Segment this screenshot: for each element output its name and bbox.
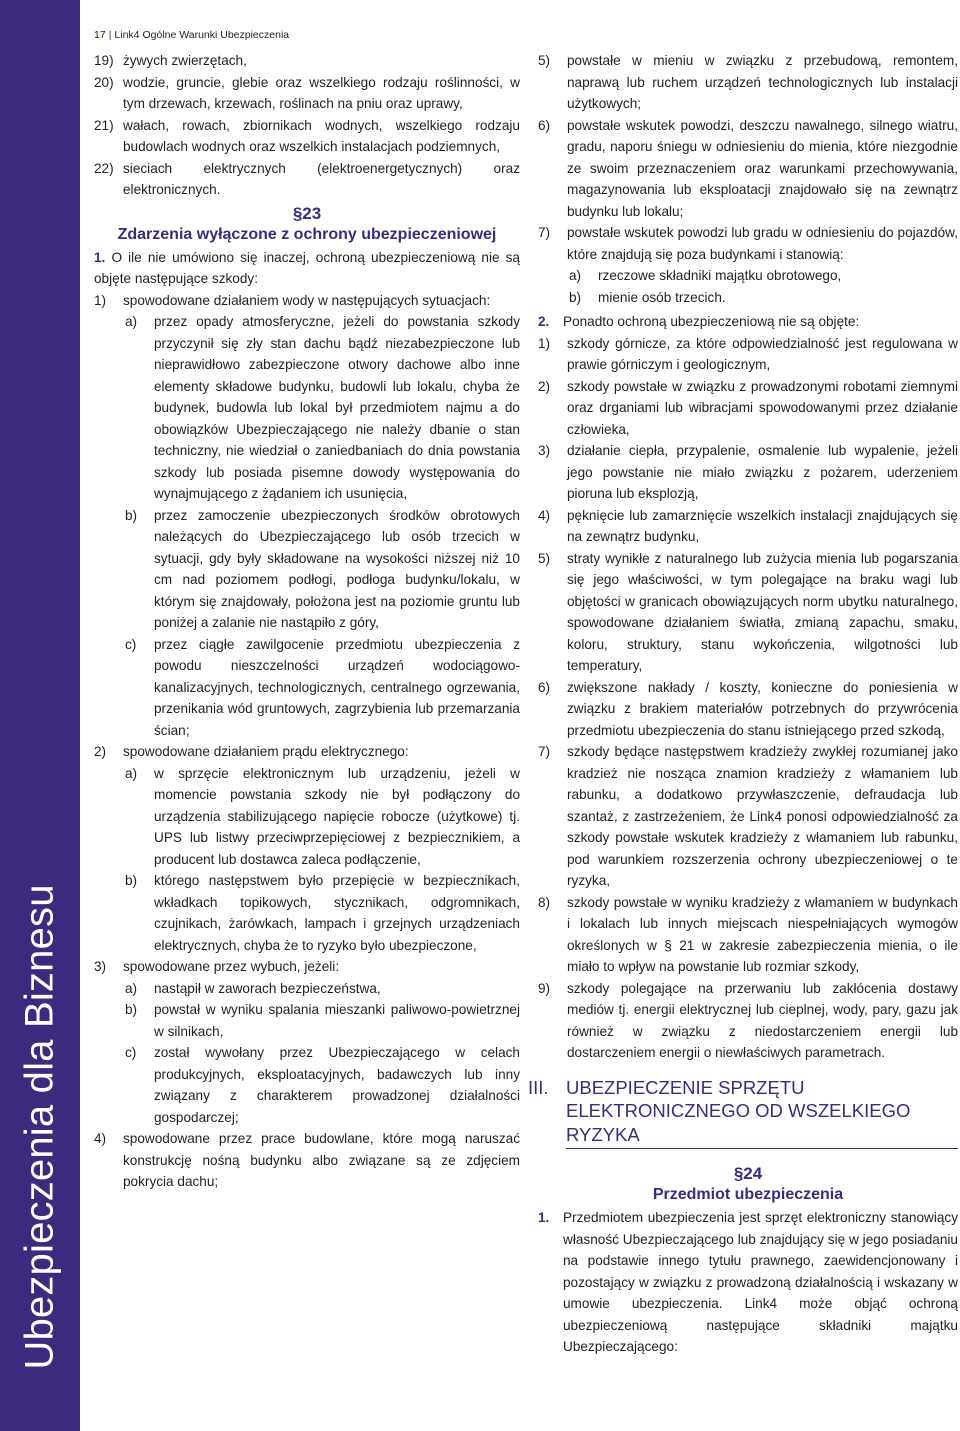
list-item [538,741,958,892]
item-number: 4) [94,1131,107,1146]
section-title: Przedmiot ubezpieczenia [652,1186,844,1203]
page-number: 17 [94,29,106,41]
item-number: b) [125,1002,138,1017]
list-item [94,956,520,978]
item-text: szkody powstałe w wyniku kradzieży z włamaniem w budynkach i lokalach lub innych miejscach niespełniających wymogów określonych w § 21 w zakresie zabezpieczenia mienia, o ile miało to wpływ na powstanie lub rozmiar szkody, [567,894,958,974]
item-text: powstałe w mieniu w związku z przebudową, remontem, naprawą lub ruchem urządzeń technologicznych lub instalacji użytkowych; [567,53,958,111]
header-separator: | [108,29,112,41]
left-column [94,50,520,1193]
list-item [538,50,958,115]
item-text: szkody powstałe w związku z prowadzonymi robotami ziemnymi oraz drganiami lub wibracjami spowodowanymi przez działanie człowieka, [567,378,958,437]
item-text: powstał w wyniku spalania mieszanki paliwowo-powietrznej w silnikach, [154,1002,520,1039]
item-text: przez ciągłe zawilgocenie przedmiotu ubezpieczenia z powodu nieszczelności urządzeń wodociągowo-kanalizacyjnych, technologicznych, centralnego ogrzewania, przenikania wód gruntowych, zagrzybienia lub przemarzania ścian; [154,636,520,738]
list-item [538,978,958,1064]
sidebar-band [0,0,80,1431]
item-text: rzeczowe składniki majątku obrotowego, [598,268,842,283]
item-text: szkody górnicze, za które odpowiedzialność jest regulowana w prawie górniczym i geologicznym, [567,335,958,372]
item-number: c) [125,636,137,652]
exclusion-list-continued [538,50,958,308]
item-text: żywych zwierzętach, [123,53,247,68]
list-item [94,290,520,312]
item-text: spowodowane przez prace budowlane, które mogą naruszać konstrukcję nośną budynku albo związane są ze zdjęciem pokrycia dachu; [123,1131,520,1189]
item-number: 2) [94,744,107,759]
paragraph-text: O ile nie umówiono się inaczej, ochroną ubezpieczeniową nie są objęte następujące szkody: [94,249,520,286]
part-heading [528,1076,958,1150]
item-text: szkody polegające na przerwaniu lub zakłócenia dostawy mediów tj. energii elektrycznej lub cieplnej, wody, pary, gazu jak również w związku z niedostarczeniem energii lub dostarczeniem energii o niewłaściwych parametrach. [567,980,958,1060]
item-number: 1) [94,292,107,308]
item-number: 5) [538,550,551,566]
list-item [538,677,958,742]
item-number: 2) [538,378,551,394]
running-header [94,29,289,41]
item-number: 4) [538,507,551,523]
section-title: Zdarzenia wyłączone z ochrony ubezpieczeniowej [117,225,497,243]
list-item [538,115,958,223]
item-number: 7) [538,744,551,759]
item-number: 21) [94,117,114,133]
section-heading [94,203,520,245]
item-text: spowodowane działaniem prądu elektrycznego: [123,744,409,759]
item-number: b) [125,873,138,888]
sub-list-item [94,999,520,1042]
list-item [94,1128,520,1193]
item-text: pęknięcie lub zamarznięcie wszelkich instalacji znajdujących się na zewnątrz budynku, [567,507,958,544]
sidebar-title: Ubezpieczenia dla Biznesu [17,884,62,1370]
item-text: spowodowane przez wybuch, jeżeli: [123,959,340,974]
part-divider [566,1148,958,1149]
list-item [538,222,958,265]
list-item [538,333,958,376]
sub-list-item [94,978,520,1000]
item-text: nastąpił w zaworach bezpieczeństwa, [154,980,381,996]
item-number: 5) [538,53,551,68]
item-number: 19) [94,53,114,68]
sub-list-item [94,763,520,871]
item-number: 20) [94,74,114,90]
item-number: a) [125,314,138,329]
item-number: 6) [538,117,551,133]
section-symbol: §23 [292,203,322,223]
sub-list-item [538,265,958,287]
list-item [94,115,520,158]
sub-list-item [94,505,520,634]
item-text: spowodowane działaniem wody w następujących sytuacjach: [123,292,491,308]
section-heading [538,1163,958,1205]
item-number: 8) [538,894,551,910]
item-number: a) [569,268,582,283]
list-item [94,158,520,201]
sub-list-item [538,287,958,309]
list-item [94,72,520,115]
item-text: wałach, rowach, zbiornikach wodnych, wszelkiego rodzaju budowlach wodnych oraz wszelkich instalacjach podziemnych, [123,117,520,154]
item-number: a) [125,980,138,996]
item-text: zwiększone nakłady / koszty, konieczne do poniesienia w związku z brakiem materiałów potrzebnych do przywrócenia przedmiotu ubezpieczenia do stanu istniejącego przed szkodą, [567,679,958,738]
item-number: b) [125,507,138,523]
part-number: III. [528,1076,549,1098]
item-text: sieciach elektrycznych (elektroenergetycznych) oraz elektronicznych. [123,160,520,197]
paragraph-text: Ponadto ochroną ubezpieczeniową nie są objęte: [563,314,860,329]
item-text: którego następstwem było przepięcie w bezpiecznikach, wkładkach topikowych, stycznikach, odgromnikach, czujnikach, żarówkach, lampach i grzejnych urządzeniach elektrycznych, chyba że to ryzyko było ubezpieczone, [154,873,520,953]
item-text: powstałe wskutek powodzi lub gradu w odniesieniu do pojazdów, które znajdują się poza budynkami i stanowią: [567,225,958,262]
additional-exclusion-list [538,333,958,1064]
item-number: a) [125,765,138,781]
list-item [538,892,958,978]
item-number: 22) [94,160,114,176]
item-text: straty wynikłe z naturalnego lub zużycia mienia lub pogarszania się jego właściwości, w tym polegające na braku wagi lub objętości w granicach obowiązujących norm ubytku naturalnego, spowodowane działaniem światła, zmianą zapachu, smaku, koloru, struktury, stanu wykończenia, wilgotności lub temperatury, [567,550,958,673]
item-text: powstałe wskutek powodzi, deszczu nawalnego, silnego wiatru, gradu, naporu śniegu w odniesieniu do mienia, które niezgodnie ze swoim przeznaczeniem oraz warunkami przechowywania, magazynowania lub eksploatacji znajdowało się na zewnątrz budynku lub lokalu; [567,117,958,219]
paragraph-text: Przedmiotem ubezpieczenia jest sprzęt elektroniczny stanowiący własność Ubezpieczającego lub znajdujący się w jego posiadaniu na podstawie innego tytułu prawnego, zaewidencjonowany i pozostający w związku z prowadzoną działalnością i wskazany w umowie ubezpieczenia. Link4 może objąć ochroną ubezpieczeniową następujące składniki majątku Ubezpieczającego: [563,1210,958,1354]
item-text: został wywołany przez Ubezpieczającego w celach produkcyjnych, eksploatacyjnych, badawczych lub inny związany z charakterem prowadzonej działalności gospodarczej; [154,1045,520,1125]
item-text: mienie osób trzecich. [598,289,726,305]
header-title: Link4 Ogólne Warunki Ubezpieczenia [114,29,290,41]
sub-list-item [94,634,520,742]
item-number: 9) [538,980,551,996]
paragraph [94,247,520,290]
paragraph [538,311,958,333]
item-number: 7) [538,225,551,240]
item-number: 6) [538,679,551,695]
item-number: c) [125,1045,137,1060]
item-text: działanie ciepła, przypalenie, osmalenie lub wypalenie, jeżeli jego powstanie nie miało związku z pożarem, uderzeniem pioruna lub eksplozją, [567,443,958,501]
item-number: b) [569,289,582,305]
item-text: przez opady atmosferyczne, jeżeli do powstania szkody przyczynił się zły stan dachu bądź niezabezpieczone lub nieprawidłowo zabezpieczone otwory dachowe albo inne elementy składowe budynku, budowli lub lokalu, chyba że budynek, budowla lub lokal był przedmiotem najmu a do obowiązków Ubezpieczającego nie należy dbanie o stan techniczny, nie wiedział o zaniedbaniach do dnia powstania szkody lub posiada pisemne dowody występowania do wynajmującego z żądaniem ich usunięcia, [154,314,520,501]
sub-list-item [94,1042,520,1128]
item-text: wodzie, gruncie, glebie oraz wszelkiego rodzaju roślinności, w tym drzewach, krzewach, roślinach na pniu oraz uprawy, [123,74,520,111]
paragraph-number: 1. [538,1210,550,1225]
sub-list-item [94,870,520,956]
item-number: 1) [538,335,551,351]
right-column [528,50,958,1358]
paragraph-number: 2. [538,314,550,329]
paragraph-number: 1. [94,249,106,265]
list-item [538,548,958,677]
list-item [538,376,958,441]
section-symbol: §24 [733,1164,763,1183]
sub-list-item [94,311,520,505]
item-number: 3) [538,443,551,458]
list-item [538,505,958,548]
list-item [94,50,520,72]
paragraph [538,1207,958,1358]
part-title: UBEZPIECZENIE SPRZĘTU ELEKTRONICZNEGO OD WSZELKIEGO RYZYKA [566,1076,911,1145]
item-text: w sprzęcie elektronicznym lub urządzeniu, jeżeli w momencie powstania szkody nie był podłączony do urządzenia stabilizującego napięcie robocze (użytkowe) tj. UPS lub listwy przeciwprzepięciowej z bezpiecznikiem, a producent lub dostawca zaleca podłączenie, [154,765,520,867]
item-number: 3) [94,959,107,974]
list-item [94,741,520,763]
exclusion-list [94,290,520,1193]
item-text: szkody będące następstwem kradzieży zwykłej rozumianej jako kradzież nie nosząca znamion kradzieży z włamaniem lub rabunku, a dodatkowo przywłaszczenie, defraudacja lub szantaż, z zastrzeżeniem, że Link4 ponosi odpowiedzialność za szkody powstałe wskutek kradzieży z włamaniem lub rabunku, pod warunkiem rozszerzenia ochrony ubezpieczeniowej o te ryzyka, [567,744,958,888]
item-text: przez zamoczenie ubezpieczonych środków obrotowych należących do Ubezpieczającego lub osób trzecich w sytuacji, gdy były składowane na wysokości niższej niż 10 cm nad poziomem podłogi, podłoga budynku/lokalu, w którym się znajdowały, położona jest na poziomie gruntu lub poniżej a zalanie nie nastąpiło z góry, [154,507,520,630]
list-item [538,440,958,505]
